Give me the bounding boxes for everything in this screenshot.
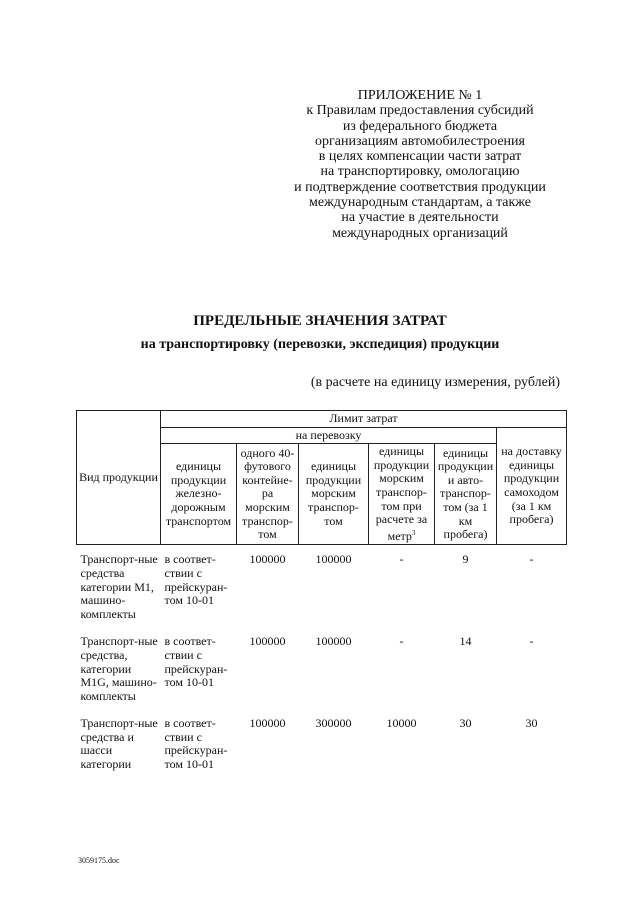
document-subtitle: на транспортировку (перевозки, экспедиция) продукции	[140, 337, 500, 352]
document-title: ПРЕДЕЛЬНЫЕ ЗНАЧЕНИЯ ЗАТРАТ	[193, 313, 447, 329]
cell-rail: в соответ-ствии с прейскуран-том 10-01	[164, 716, 228, 772]
header-product-type: Вид продукции	[77, 411, 161, 545]
appendix-line: из федерального бюджета	[342, 118, 498, 134]
cell-self: 30	[525, 716, 538, 731]
cell-product-name: Транспорт-ные средства категории M1, машино-комплекты	[80, 552, 158, 621]
header-transport: на перевозку	[161, 427, 497, 444]
table-row	[77, 545, 567, 627]
cell-product-name: Транспорт-ные средства, категории M1G, машино-комплекты	[80, 634, 158, 703]
cell-sea: 100000	[315, 552, 352, 567]
cell-self: -	[529, 552, 534, 567]
cell-sea: 300000	[315, 716, 352, 731]
appendix-line: международных организаций	[332, 225, 508, 241]
appendix-line: в целях компенсации части затрат	[318, 149, 522, 165]
cell-sea-per-m3: -	[399, 634, 404, 649]
cost-limits-table	[76, 410, 567, 778]
cell-sea: 100000	[315, 634, 352, 649]
header-self-propelled: на доставку единицы продукции самоходом (за 1 км пробега)	[497, 427, 567, 545]
table-row	[77, 709, 567, 777]
cell-container: 100000	[249, 634, 286, 649]
header-superscript: 3	[411, 528, 416, 537]
header-container: одного 40-футового контейне-ра морским транспор-том	[237, 444, 299, 545]
header-sea-per-m3	[369, 444, 435, 545]
cell-auto: 30	[459, 716, 472, 731]
cell-container: 100000	[249, 716, 286, 731]
units-note: (в расчете на единицу измерения, рублей)	[310, 375, 560, 390]
cell-sea-per-m3: -	[399, 552, 404, 567]
appendix-line: на участие в деятельности	[341, 210, 499, 226]
cell-container: 100000	[249, 552, 286, 567]
appendix-line: международным стандартам, а также	[309, 195, 531, 211]
appendix-line: организациям автомобилестроения	[315, 133, 525, 149]
appendix-line: к Правилам предоставления субсидий	[306, 103, 534, 119]
header-sea: единицы продукции морским транспор-том	[299, 444, 369, 545]
header-rail: единицы продукции железно-дорожным транспортом	[161, 444, 237, 545]
cell-rail: в соответ-ствии с прейскуран-том 10-01	[164, 634, 228, 690]
appendix-line: ПРИЛОЖЕНИЕ № 1	[357, 88, 483, 103]
cell-sea-per-m3: 10000	[386, 716, 417, 731]
cell-auto: 9	[462, 552, 469, 567]
cell-auto: 14	[459, 634, 472, 649]
header-auto: единицы продукции и авто-транспор-том (за 1 км пробега)	[435, 444, 497, 545]
appendix-line: и подтверждение соответствия продукции	[294, 179, 546, 195]
cell-product-name: Транспорт-ные средства и шасси категории	[80, 716, 158, 772]
cell-self: -	[529, 634, 534, 649]
cell-rail: в соответ-ствии с прейскуран-том 10-01	[164, 552, 228, 608]
header-cost-limit: Лимит затрат	[161, 411, 567, 428]
appendix-block	[260, 88, 580, 241]
table-row	[77, 627, 567, 709]
appendix-line: на транспортировку, омологацию	[320, 164, 520, 180]
header-sea-per-m3-text: единицы продукции морским транспор-том при расчете за метр	[373, 444, 430, 543]
file-name-footer: 3059175.doc	[78, 856, 120, 865]
